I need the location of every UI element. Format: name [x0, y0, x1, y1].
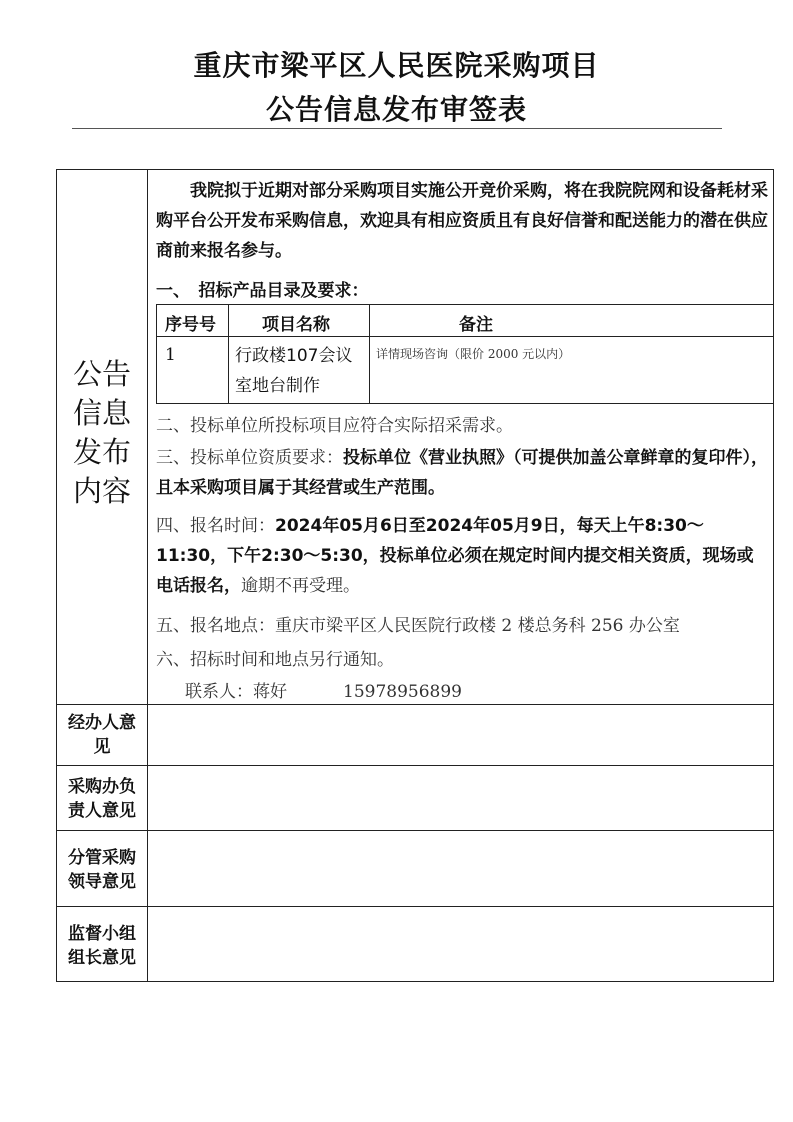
- item3-prefix: 三、投标单位资质要求：: [156, 448, 343, 468]
- item6: 六、招标时间和地点另行通知。: [156, 650, 394, 670]
- item4-main: 2024年05月6日至2024年05月9日，每天上午8:30～11:30，下午2:30～5:30，投标单位必须在规定时间内提交相关资质，现场或电话报名，: [156, 516, 754, 596]
- header-name: 项目名称: [262, 315, 330, 335]
- item1-heading: 一、 招标产品目录及要求：: [156, 281, 369, 301]
- item4-prefix: 四、报名时间：: [156, 516, 275, 536]
- opinion-label-supervisor: [57, 922, 147, 970]
- intro-paragraph: 我院拟于近期对部分采购项目实施公开竞价采购，将在我院院网和设备耗材采购平台公开发布采购信息，欢迎具有相应资质且有良好信誉和配送能力的潜在供应商前来报名参与。: [156, 181, 768, 261]
- section-label-line: 发布: [72, 435, 131, 469]
- opinion-field-leader[interactable]: [148, 831, 773, 905]
- contact-label: 联系人：蒋好: [185, 682, 287, 702]
- row1-no: 1: [165, 345, 176, 365]
- label-line: 领导意见: [68, 872, 136, 892]
- item2: 二、投标单位所投标项目应符合实际招采需求。: [156, 416, 513, 436]
- item4: [156, 511, 770, 601]
- row1-note: 详情现场咨询（限价 2000 元以内）: [376, 347, 571, 361]
- item3-main: 投标单位《营业执照》（可提供加盖公章鲜章的复印件），且本采购项目属于其经营或生产范围。: [156, 448, 768, 498]
- item5: 五、报名地点：重庆市梁平区人民医院行政楼 2 楼总务科 256 办公室: [156, 616, 680, 636]
- header-note: 备注: [459, 315, 493, 335]
- opinion-label-leader: [57, 846, 147, 894]
- label-line: 监督小组: [68, 924, 136, 944]
- section-label-line: 信息: [72, 396, 131, 430]
- item4-suffix: 逾期不再受理。: [241, 576, 360, 596]
- label-line: 组长意见: [68, 948, 136, 968]
- opinion-field-handler[interactable]: [148, 705, 773, 764]
- header-no: 序号号: [165, 315, 216, 335]
- opinion-field-procurement-head[interactable]: [148, 766, 773, 829]
- section-label: [57, 355, 147, 511]
- label-line: 采购办负: [68, 777, 136, 797]
- label-line: 经办人意: [68, 713, 136, 733]
- product-table: [156, 304, 774, 404]
- label-line: 分管采购: [68, 848, 136, 868]
- table-col-divider: [369, 305, 370, 403]
- contact-phone: 15978956899: [343, 682, 462, 702]
- section-label-line: 公告: [72, 357, 131, 391]
- label-line: 见: [93, 737, 111, 757]
- opinion-field-supervisor[interactable]: [148, 907, 773, 981]
- document-title-line1: 重庆市梁平区人民医院采购项目: [193, 49, 600, 82]
- item3: [156, 443, 770, 503]
- opinion-label-procurement-head: [57, 775, 147, 823]
- table-row-divider: [157, 336, 773, 337]
- table-col-divider: [228, 305, 229, 403]
- contact-line: [185, 677, 793, 707]
- section-label-line: 内容: [72, 474, 131, 508]
- document-title-line2: 公告信息发布审签表: [265, 93, 527, 126]
- opinion-label-handler: [57, 711, 147, 759]
- title-divider: [72, 128, 722, 129]
- row1-name: 行政楼107会议室地台制作: [235, 346, 353, 396]
- label-line: 责人意见: [68, 801, 136, 821]
